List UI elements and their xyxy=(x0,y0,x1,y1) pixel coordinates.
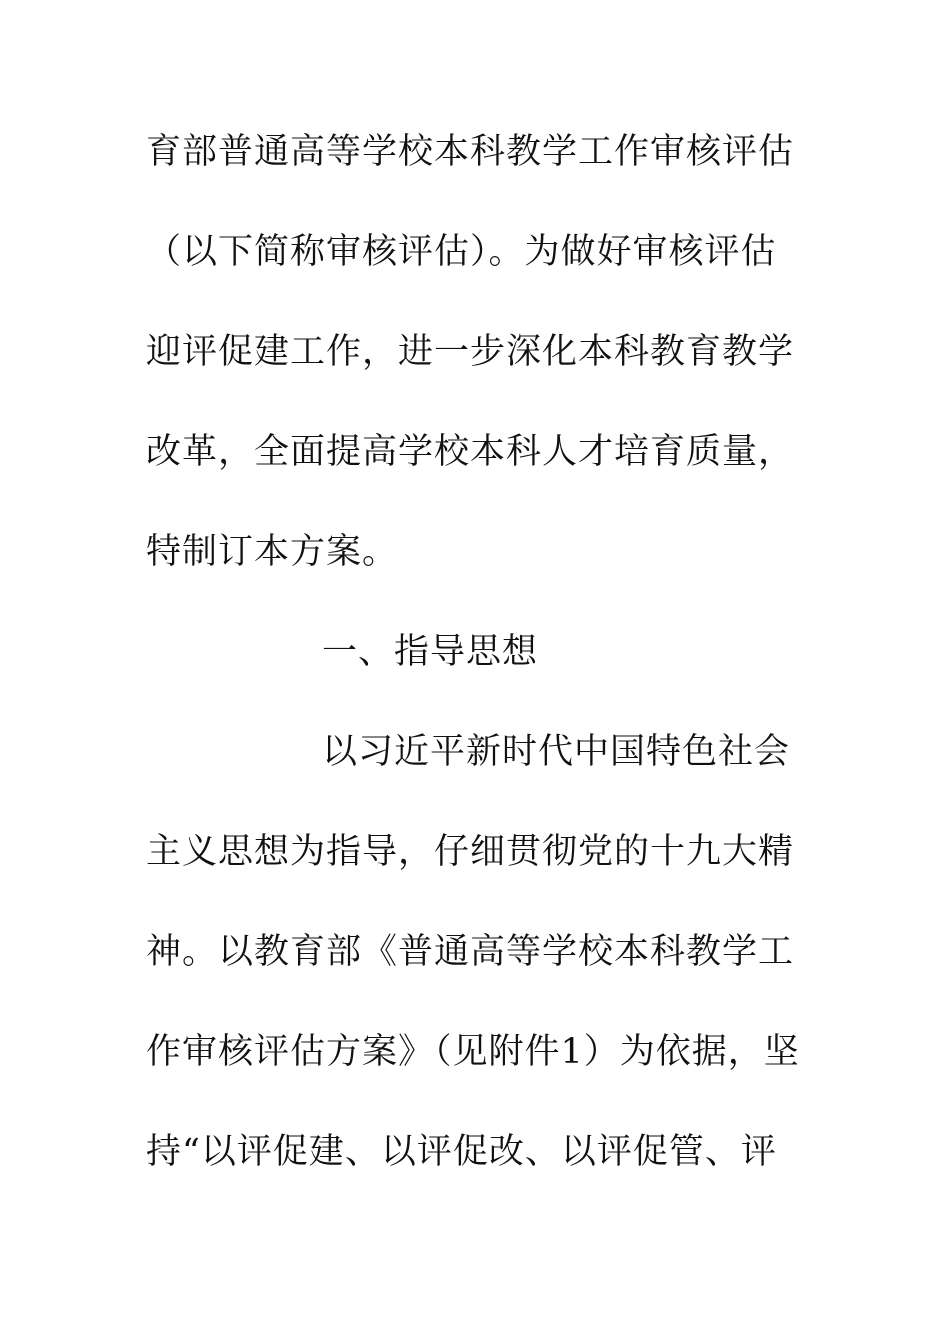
paragraph-line: 育部普通高等学校本科教学工作审核评估 xyxy=(146,132,795,172)
paragraph-line: 以习近平新时代中国特色社会 xyxy=(322,732,791,772)
paragraph-line: 特制订本方案。 xyxy=(146,532,399,572)
paragraph-line: 改革，全面提高学校本科人才培育质量， xyxy=(146,432,795,472)
paragraph-line: 作审核评估方案》（见附件1）为依据，坚 xyxy=(146,1032,800,1072)
section-heading: 一、指导思想 xyxy=(322,632,539,672)
paragraph-line: 主义思想为指导，仔细贯彻党的十九大精 xyxy=(146,832,795,872)
paragraph-line: （以下简称审核评估）。为做好审核评估 xyxy=(146,232,777,272)
paragraph-line: 迎评促建工作，进一步深化本科教育教学 xyxy=(146,332,795,372)
paragraph-line: 神。以教育部《普通高等学校本科教学工 xyxy=(146,932,795,972)
paragraph-line: 持“以评促建、以评促改、以评促管、评 xyxy=(146,1132,777,1172)
